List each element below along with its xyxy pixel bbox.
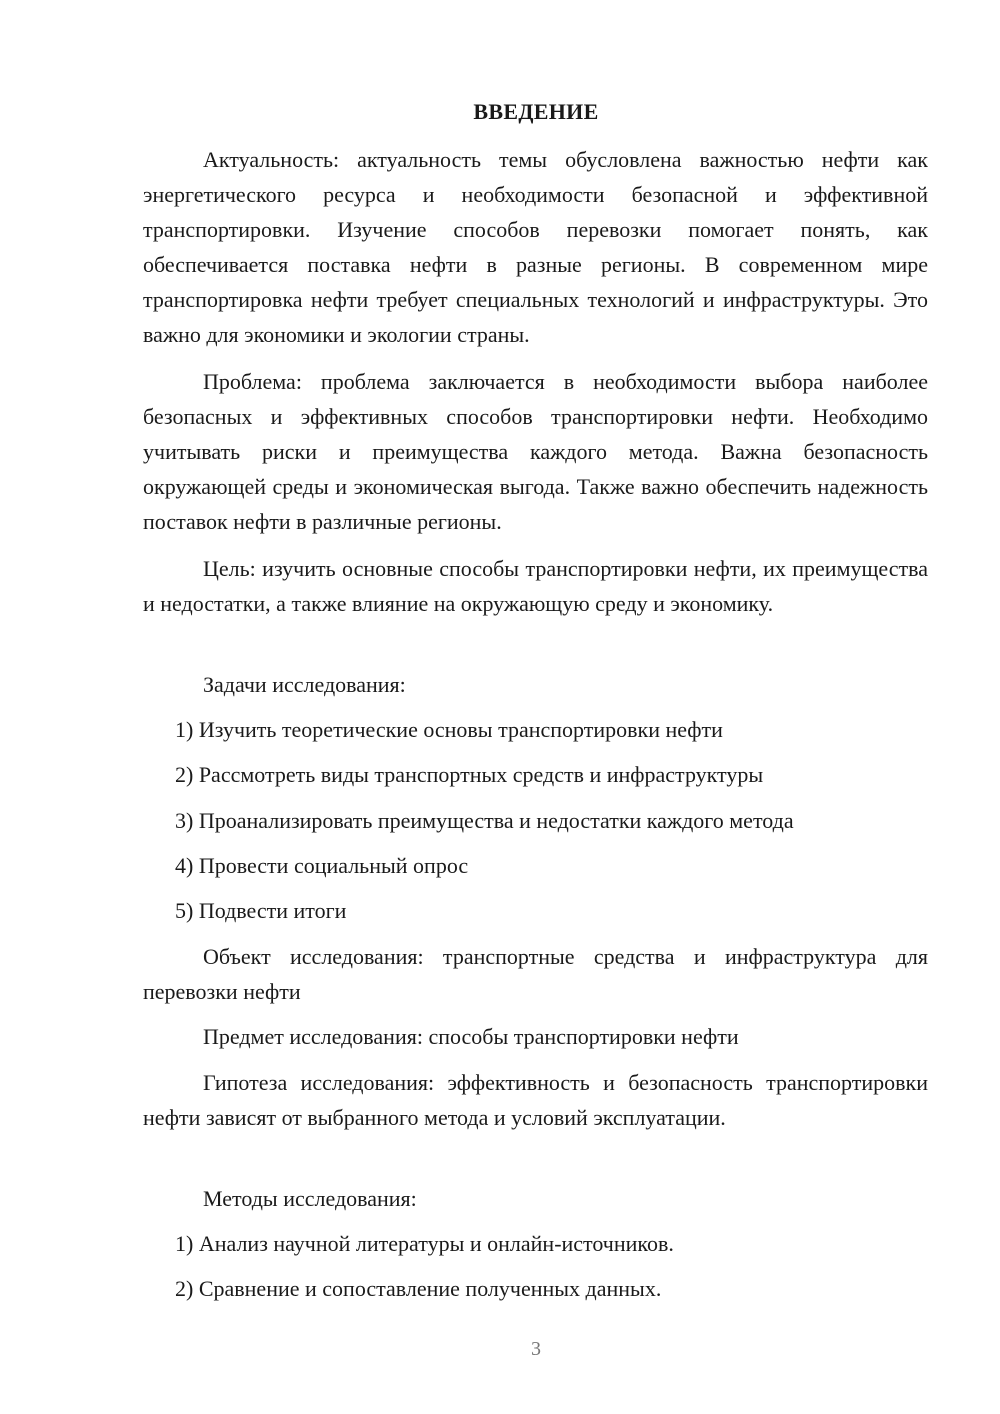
section-title: ВВЕДЕНИЕ	[473, 99, 599, 124]
page-number: 3	[531, 1338, 541, 1360]
relevance-paragraph: Актуальность: актуальность темы обусловлена важностью нефти как энергетического ресурса и необходимости безопасной и эффективной транспортировки. Изучение способов перевозки помогает понять, как обеспечивается поставка нефти в разные регионы. В современном мире транспортировка нефти требует специальных технологий и инфраструктуры. Это важно для экономики и экологии страны.	[143, 147, 928, 347]
methods-heading: Методы исследования:	[203, 1186, 417, 1211]
task-item-4: 4) Провести социальный опрос	[175, 853, 469, 878]
task-item-5: 5) Подвести итоги	[175, 898, 347, 923]
task-item-1: 1) Изучить теоретические основы транспортировки нефти	[175, 717, 723, 742]
problem-paragraph: Проблема: проблема заключается в необходимости выбора наиболее безопасных и эффективных способов транспортировки нефти. Необходимо учитывать риски и преимущества каждого метода. Важна безопасность окружающей среды и экономическая выгода. Также важно обеспечить надежность поставок нефти в различные регионы.	[143, 369, 928, 534]
subject-paragraph: Предмет исследования: способы транспортировки нефти	[203, 1024, 739, 1049]
method-item-1: 1) Анализ научной литературы и онлайн-источников.	[175, 1231, 674, 1256]
goal-paragraph: Цель: изучить основные способы транспортировки нефти, их преимущества и недостатки, а также влияние на окружающую среду и экономику.	[143, 556, 928, 616]
tasks-heading: Задачи исследования:	[203, 672, 406, 697]
task-item-3: 3) Проанализировать преимущества и недостатки каждого метода	[175, 808, 794, 833]
task-item-2: 2) Рассмотреть виды транспортных средств и инфраструктуры	[175, 762, 764, 787]
hypothesis-paragraph: Гипотеза исследования: эффективность и безопасность транспортировки нефти зависят от выбранного метода и условий эксплуатации.	[143, 1070, 928, 1130]
object-paragraph: Объект исследования: транспортные средства и инфраструктура для перевозки нефти	[143, 944, 928, 1004]
method-item-2: 2) Сравнение и сопоставление полученных данных.	[175, 1276, 662, 1301]
